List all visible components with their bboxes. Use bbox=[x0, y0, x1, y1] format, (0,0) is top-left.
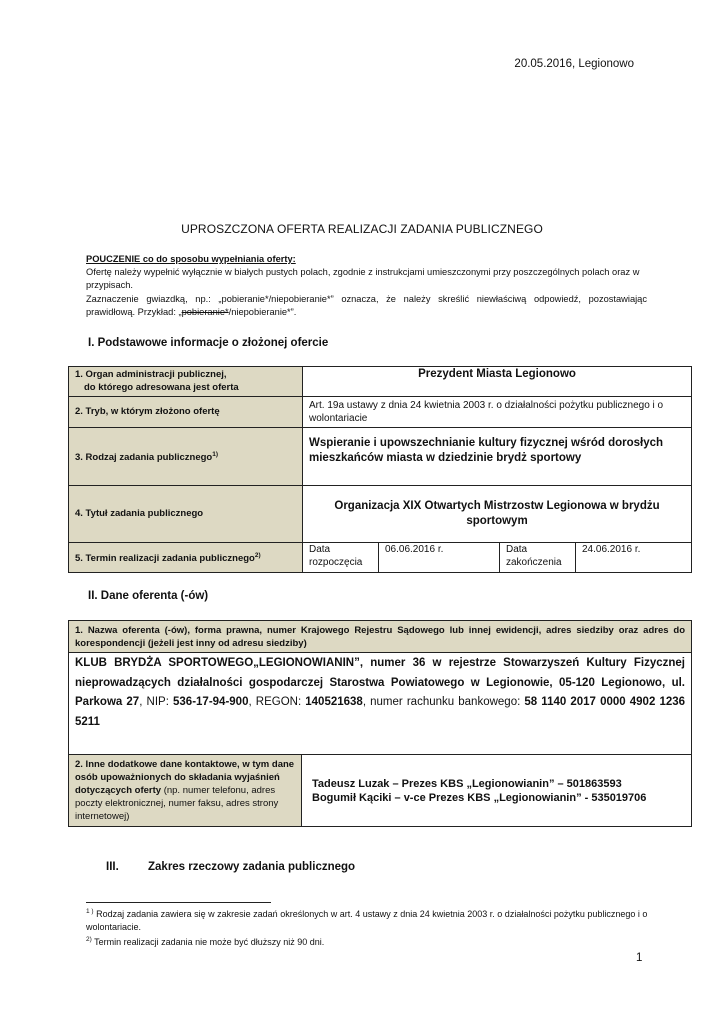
label-contacts-bold: 2. Inne dodatkowe dane kontaktowe, w tym dane osób upoważnionych do składania wyjaśnień dotyczących oferty bbox=[75, 759, 295, 796]
value-task-title: Organizacja XIX Otwartych Mistrzostw Legionowa w brydżu sportowym bbox=[303, 486, 692, 543]
label-organ-line1: 1. Organ administracji publicznej, bbox=[75, 369, 227, 380]
offeror-details bbox=[69, 653, 692, 755]
label-task-type bbox=[69, 428, 303, 486]
section1-heading: I. Podstawowe informacje o złożonej ofercie bbox=[88, 337, 329, 349]
instructions-line2-end: /niepobieranie*”. bbox=[228, 306, 297, 317]
instructions-heading: POUCZENIE co do sposobu wypełniania oferty: bbox=[86, 254, 296, 264]
label-contacts bbox=[69, 755, 302, 827]
instructions bbox=[86, 253, 647, 319]
offeror-table bbox=[68, 620, 692, 827]
footnote-2 bbox=[86, 934, 648, 949]
row-task-type bbox=[69, 428, 692, 486]
label-task-title: 4. Tytuł zadania publicznego bbox=[69, 486, 303, 543]
row-task-title bbox=[69, 486, 692, 543]
label-organ bbox=[69, 367, 303, 397]
value-mode: Art. 19a ustawy z dnia 24 kwietnia 2003 r. o działalności pożytku publicznego i o wolontariacie bbox=[303, 397, 692, 428]
end-date-value: 24.06.2016 r. bbox=[576, 543, 692, 573]
row-offeror-value bbox=[69, 653, 692, 755]
section3-number: III. bbox=[106, 861, 119, 873]
nip-value: 536-17-94-900 bbox=[173, 696, 249, 708]
document-title: UPROSZCZONA OFERTA REALIZACJI ZADANIA PUBLICZNEGO bbox=[181, 222, 543, 236]
section2-heading: II. Dane oferenta (-ów) bbox=[88, 590, 209, 602]
instructions-line1: Ofertę należy wypełnić wyłącznie w białych pustych polach, zgodnie z instrukcjami umieszczonymi przy poszczególnych polach oraz w przypisach. bbox=[86, 267, 640, 291]
row-offeror-label bbox=[69, 621, 692, 653]
page-number: 1 bbox=[636, 952, 643, 964]
label-mode: 2. Tryb, w którym złożono ofertę bbox=[69, 397, 303, 428]
footnote-2-mark: 2) bbox=[86, 936, 92, 943]
label-term bbox=[69, 543, 303, 573]
regon-label: , REGON: bbox=[248, 696, 306, 708]
footnote-1-text: Rodzaj zadania zawiera się w zakresie zadań określonych w art. 4 ustawy z dnia 24 kwietnia 2003 r. o działalności pożytku publicznego i o wolontariacie. bbox=[86, 909, 648, 932]
footnote-ref-1: 1) bbox=[212, 450, 219, 458]
footnotes bbox=[86, 906, 648, 949]
row-contacts bbox=[69, 755, 692, 827]
club-registration: , numer 36 w rejestrze Stowarzyszeń Kultury Fizycznej nieprowadzących działalności gospodarczej Starostwa Powiatowego w Legionowie, 05-120 Legionowo, ul. Parkowa 27 bbox=[75, 657, 686, 708]
date-place: 20.05.2016, Legionowo bbox=[514, 58, 634, 70]
regon-value: 140521638 bbox=[305, 696, 363, 708]
footnote-2-text: Termin realizacji zadania nie może być dłuższy niż 90 dni. bbox=[91, 937, 325, 947]
label-organ-line2: do którego adresowana jest oferta bbox=[84, 381, 239, 393]
footnote-separator bbox=[86, 902, 271, 903]
row-term bbox=[69, 543, 692, 573]
footnote-1 bbox=[86, 906, 648, 933]
basic-info-table bbox=[68, 366, 692, 573]
label-task-type-text: 3. Rodzaj zadania publicznego bbox=[75, 451, 213, 463]
label-contacts-normal: (np. numer telefonu, adres poczty elektronicznej, numer faksu, adres strony internetowej) bbox=[75, 785, 279, 822]
account-value: 58 1140 2017 0000 4902 1236 5211 bbox=[75, 696, 686, 728]
section3-title: Zakres rzeczowy zadania publicznego bbox=[148, 861, 356, 873]
club-name: KLUB BRYDŻA SPORTOWEGO„LEGIONOWIANIN” bbox=[75, 657, 360, 669]
label-offeror-name: 1. Nazwa oferenta (-ów), forma prawna, numer Krajowego Rejestru Sądowego lub innej ewidencji, adres siedziby oraz adres do korespondencji (jeżeli jest inny od adresu siedziby) bbox=[69, 621, 692, 653]
label-term-text: 5. Termin realizacji zadania publicznego bbox=[75, 552, 255, 564]
account-label: , numer rachunku bankowego: bbox=[362, 696, 525, 708]
section3-heading bbox=[106, 861, 355, 873]
start-date-label: Data rozpoczęcia bbox=[303, 543, 379, 573]
row-mode bbox=[69, 397, 692, 428]
value-organ: Prezydent Miasta Legionowo bbox=[303, 367, 692, 397]
instructions-strike-example: pobieranie* bbox=[181, 306, 229, 317]
start-date-value: 06.06.2016 r. bbox=[379, 543, 500, 573]
instructions-line2 bbox=[86, 293, 647, 319]
instructions-line2-start: Zaznaczenie gwiazdką, np.: „pobieranie*/niepobieranie*” oznacza, że należy skreślić niewłaściwą odpowiedź, pozostawiając prawidłową. Przykład: „ bbox=[86, 293, 647, 317]
row-organ bbox=[69, 367, 692, 397]
footnote-1-mark: 1 ) bbox=[86, 908, 94, 915]
contact-person-2: Bogumił Kąciki – v-ce Prezes KBS „Legionowianin” - 535019706 bbox=[312, 791, 647, 804]
end-date-label: Data zakończenia bbox=[500, 543, 576, 573]
contact-person-1: Tadeusz Luzak – Prezes KBS „Legionowianin” – 501863593 bbox=[312, 777, 622, 790]
footnote-ref-2: 2) bbox=[254, 551, 261, 559]
value-task-type: Wspieranie i upowszechnianie kultury fizycznej wśród dorosłych mieszkańców miasta w dziedzinie brydż sportowy bbox=[303, 428, 692, 486]
nip-label: , NIP: bbox=[139, 696, 174, 708]
contacts-value bbox=[302, 755, 692, 827]
